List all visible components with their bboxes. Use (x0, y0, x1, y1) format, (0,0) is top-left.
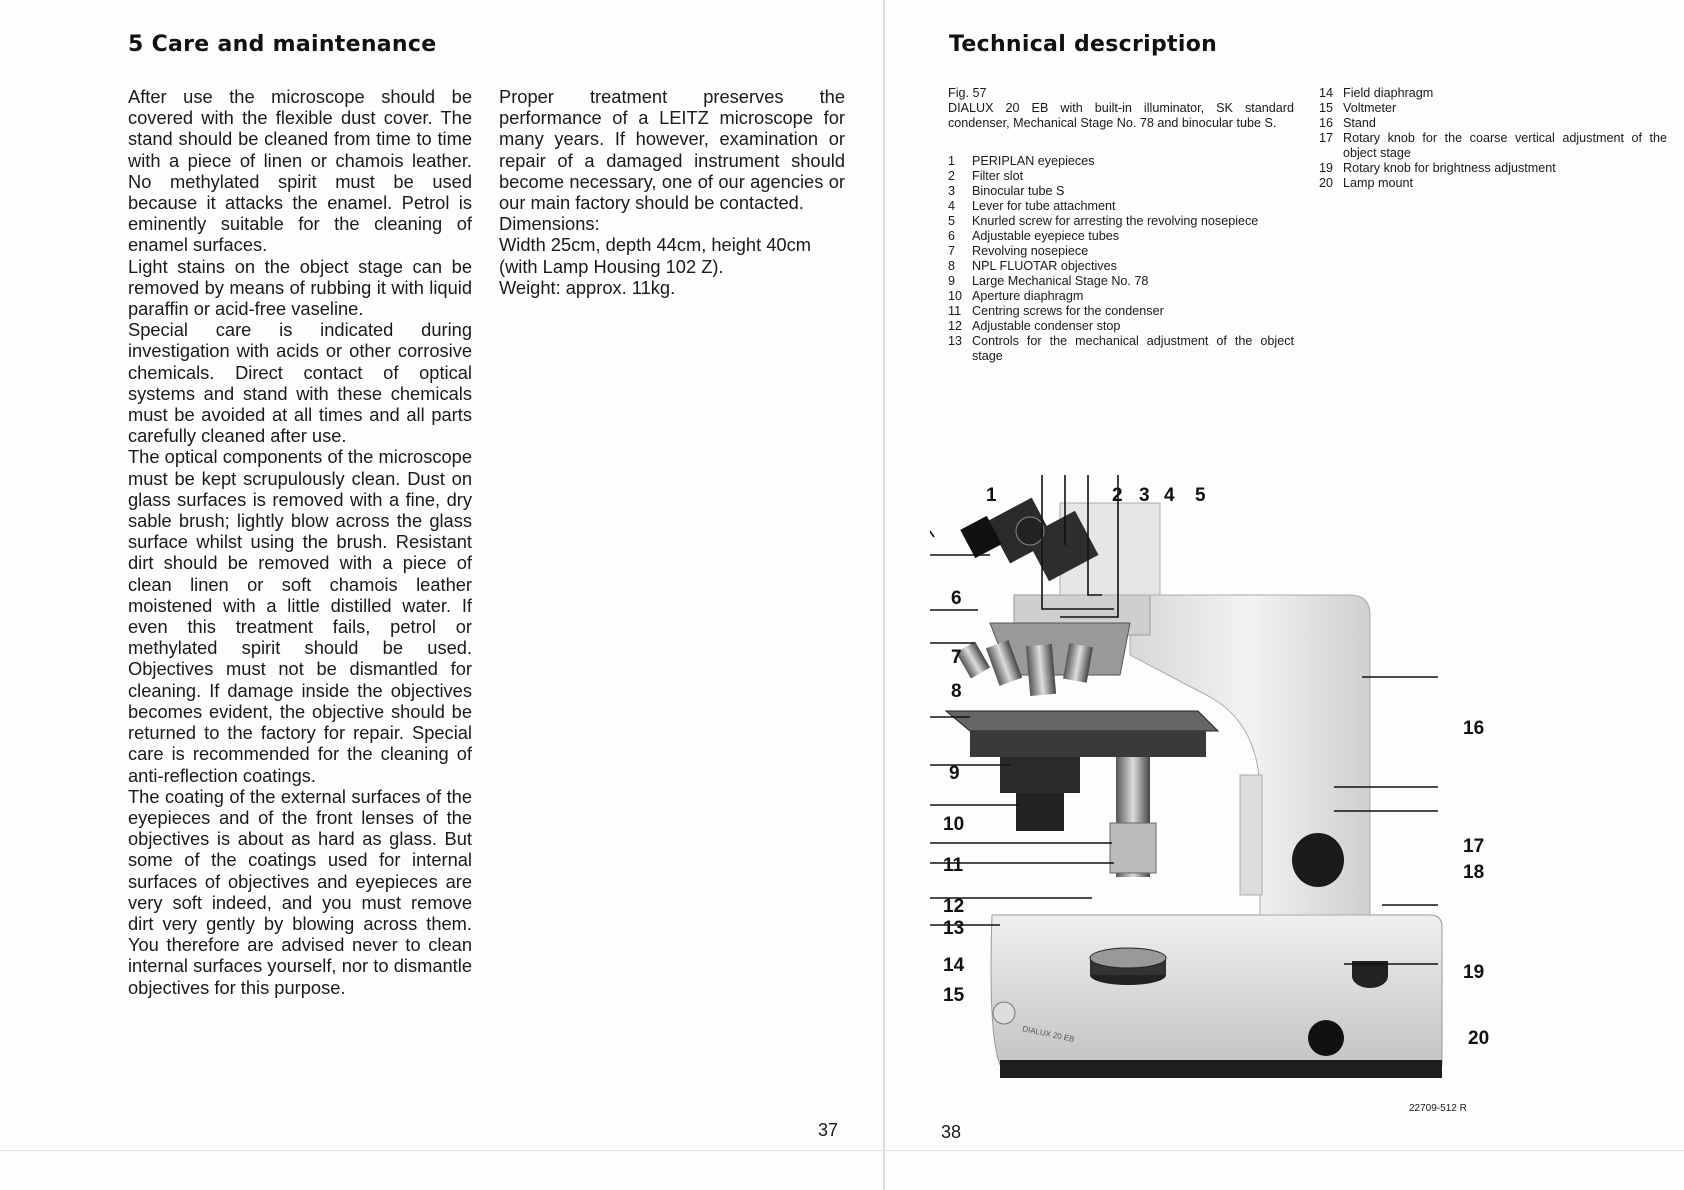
weight-text: Weight: approx. 11kg. (499, 276, 676, 298)
condenser (1000, 757, 1080, 793)
figure-label-6: 6 (951, 588, 962, 609)
care-paragraph: Proper treatment preserves the performance of a LEITZ microscope for many years. If however, examination or repair of a damaged instrument should become necessary, one of our agencies or our main factory should be contacted. (499, 86, 845, 214)
list-item: 5 Knurled screw for arresting the revolving nosepiece (948, 214, 1259, 228)
list-item: 4 Lever for tube attachment (948, 199, 1116, 213)
dimensions-label: Dimensions: (499, 213, 600, 235)
base-foot (1000, 1060, 1442, 1078)
figure-label-3: 3 (1139, 485, 1150, 506)
list-item: 17 Rotary knob for the coarse vertical adjustment of the object stage (1319, 131, 1667, 160)
coarse-knob (1292, 833, 1344, 887)
page-number-right: 38 (941, 1122, 962, 1142)
list-item: 7 Revolving nosepiece (948, 244, 1089, 258)
base-brand-text: DIALUX 20 EB (1021, 1024, 1076, 1044)
technical-heading: Technical description (949, 32, 1218, 57)
list-item: 20 Lamp mount (1319, 176, 1414, 190)
figure-label-2: 2 (1112, 485, 1123, 506)
care-paragraph: Special care is indicated during investigation with acids or other corrosive chemicals. Direct contact of optical systems and stand with these chemicals must be avoided at all times and all parts carefully cleaned after use. (128, 319, 472, 447)
figure-code: 22709-512 R (1409, 1103, 1467, 1114)
figure-label-17: 17 (1463, 836, 1485, 857)
figure-label-8: 8 (951, 681, 962, 702)
figure-label-11: 11 (943, 855, 964, 876)
list-item: 16 Stand (1319, 116, 1376, 130)
mechanical-stage (946, 711, 1218, 731)
list-item: 8 NPL FLUOTAR objectives (948, 259, 1117, 273)
figure-label-7: 7 (951, 647, 962, 668)
dimensions-text: Width 25cm, depth 44cm, height 40cm (with Lamp Housing 102 Z). (499, 234, 811, 277)
list-item: 12 Adjustable condenser stop (948, 319, 1121, 333)
list-item: 14 Field diaphragm (1319, 86, 1434, 100)
figure-label-14: 14 (943, 955, 965, 976)
figure-caption (948, 86, 1294, 131)
figure-label-19: 19 (1463, 962, 1485, 983)
figure-label-18: 18 (1463, 862, 1485, 883)
list-item: 15 Voltmeter (1319, 101, 1397, 115)
list-item: 10 Aperture diaphragm (948, 289, 1084, 303)
care-paragraph: Light stains on the object stage can be removed by means of rubbing it with liquid paraffin or acid-free vaseline. (128, 255, 472, 320)
parts-list-1 (946, 154, 1294, 364)
parts-list-2 (1317, 86, 1667, 191)
figure-label-12: 12 (943, 896, 965, 917)
objective (956, 642, 990, 679)
list-item: 6 Adjustable eyepiece tubes (948, 229, 1120, 243)
list-item: 1 PERIPLAN eyepieces (948, 154, 1095, 168)
microscope-base (991, 915, 1442, 1065)
list-item: 19 Rotary knob for brightness adjustment (1319, 161, 1556, 175)
figure-label-5: 5 (1195, 485, 1206, 506)
page-number-left: 37 (818, 1120, 839, 1140)
care-paragraph: After use the microscope should be covered with the flexible dust cover. The stand should be cleaned from time to time with a piece of linen or chamois leather. No methylated spirit must be used because it attacks the enamel. Petrol is eminently suitable for the cleaning of enamel surfaces. (128, 86, 472, 256)
care-paragraph: The optical components of the microscope must be kept scrupulously clean. Dust on glass surfaces is removed with a fine, dry sable brush; lightly blow across the glass surface whilst using the brush. Resistant dirt should be removed with a piece of clean linen or soft chamois leather moistened with a little distilled water. If even this treatment fails, petrol or methylated spirit should be used. Objectives must not be dismantled for cleaning. If damage inside the objectives becomes evident, the objective should be returned to the factory for repair. Special care is recommended for the cleaning of anti-reflection coatings. (128, 446, 472, 786)
microscope-figure (930, 475, 1490, 1095)
list-item: 11 Centring screws for the condenser (948, 304, 1164, 318)
figure-label-4: 4 (1164, 485, 1175, 506)
care-paragraph: The coating of the external surfaces of the eyepieces and of the front lenses of the objectives is about as hard as glass. But some of the coatings used for internal surfaces of objectives and eyepieces are very soft indeed, and you must remove dirt very gently by blowing across them. You therefore are advised never to clean internal surfaces yourself, nor to dismantle objectives for this purpose. (128, 785, 472, 998)
figure-label-1: 1 (986, 485, 997, 506)
page-fold (883, 0, 885, 1190)
figure-caption-text: DIALUX 20 EB with built-in illuminator, SK standard condenser, Mechanical Stage No. 78 and binocular tube S. (948, 101, 1294, 130)
figure-label-16: 16 (1463, 718, 1485, 739)
list-item: 3 Binocular tube S (948, 184, 1065, 198)
figure-label-9: 9 (949, 763, 960, 784)
list-item: 9 Large Mechanical Stage No. 78 (948, 274, 1149, 288)
figure-label-13: 13 (943, 918, 965, 939)
list-item: 13 Controls for the mechanical adjustment of the object stage (948, 334, 1294, 363)
figure-label-15: 15 (943, 985, 965, 1006)
list-item: 2 Filter slot (948, 169, 1024, 183)
lamp-mount (1308, 1020, 1344, 1056)
figure-label-10: 10 (943, 814, 965, 835)
objective (1026, 644, 1056, 696)
figure-label-20: 20 (1468, 1028, 1490, 1049)
care-column-2 (499, 86, 845, 298)
page-bottom-edge (0, 1150, 1684, 1151)
figure-label: Fig. 57 (948, 86, 987, 100)
care-heading: 5 Care and maintenance (128, 32, 437, 57)
care-column-1 (128, 86, 472, 998)
voltmeter (993, 1002, 1015, 1024)
